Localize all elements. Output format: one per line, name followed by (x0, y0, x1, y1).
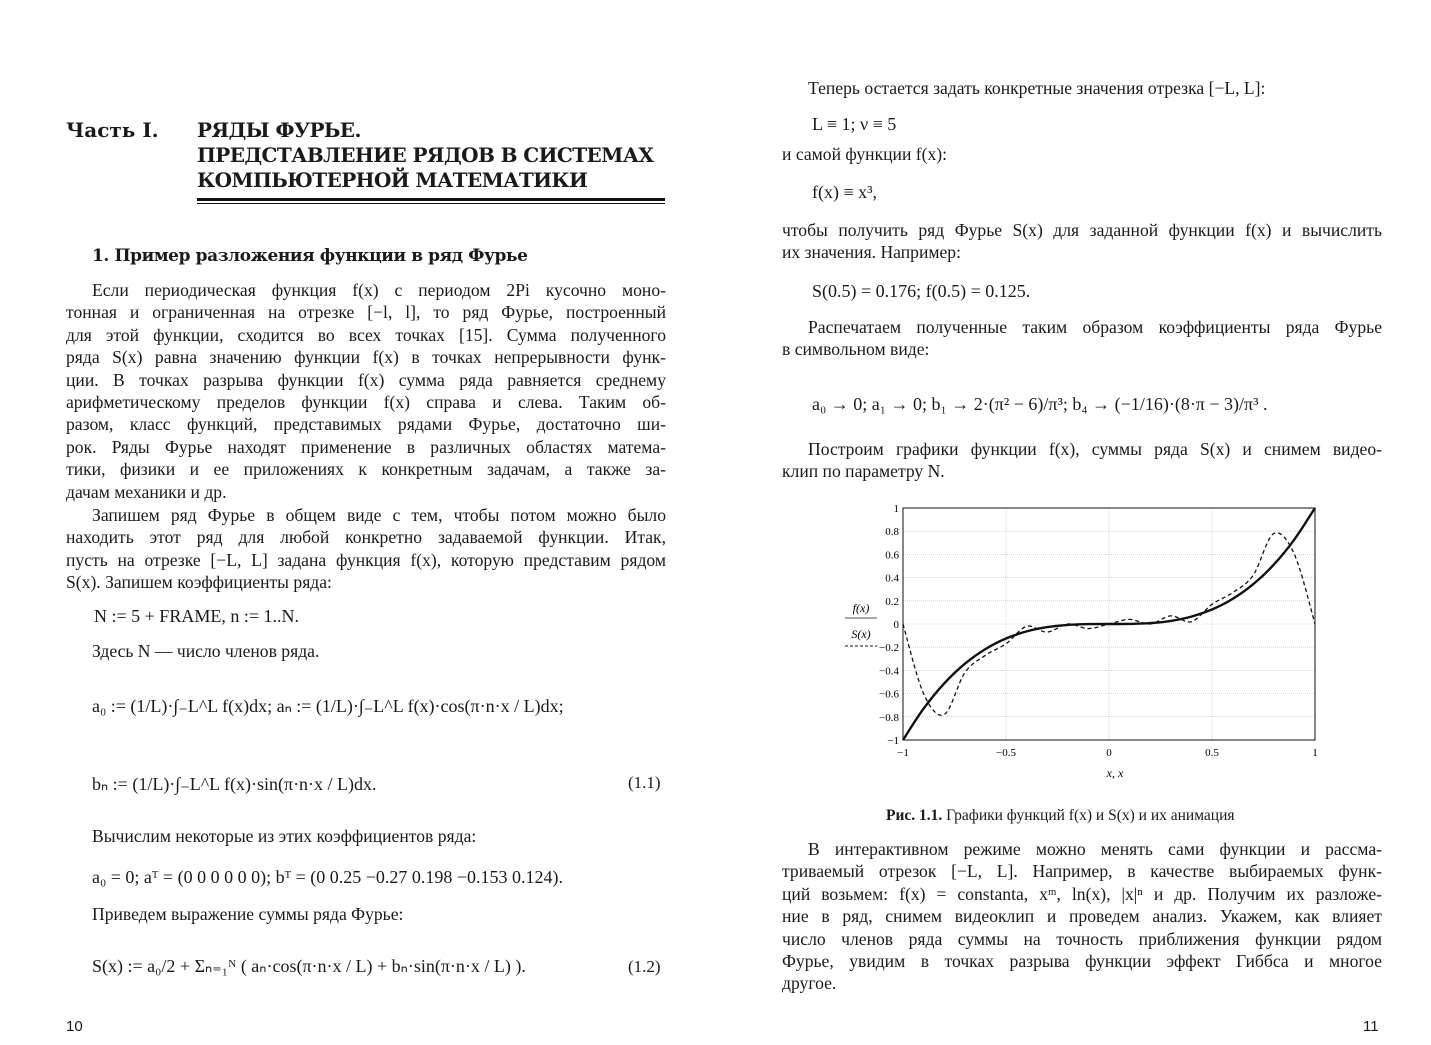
figure-caption (886, 807, 1235, 825)
text-line: ние в ряд, снимем видеоклип и проведем анализ. Укажем, как влияет (782, 906, 1382, 927)
text-line: разом, класс функций, представимых рядами Фурье, достаточно ши- (66, 414, 666, 435)
text-line: Построим графики функции f(x), суммы ряда S(x) и снимем видео- (808, 439, 1382, 459)
formula-fourier-sum: S(x) := a₀/2 + Σₙ₌₁ᴺ ( aₙ·cos(π·n·x / L) + bₙ·sin(π·n·x / L) ). (92, 956, 526, 976)
x-tick-label: −0.5 (996, 747, 1016, 759)
text-line: Распечатаем полученные таким образом коэффициенты ряда Фурье (808, 317, 1382, 337)
page-number-right: 11 (1363, 1018, 1379, 1035)
paragraph-6 (782, 838, 1382, 995)
x-tick-label: 0 (1106, 747, 1112, 759)
paragraph-4 (782, 316, 1382, 361)
formula-n-definition: N := 5 + FRAME, n := 1..N. (94, 606, 299, 626)
text-line: ряда S(x) равна значению функции f(x) в точках непрерывности функ- (66, 347, 666, 368)
text-line: чтобы получить ряд Фурье S(x) для заданной функции f(x) и вычислить (782, 220, 1382, 240)
text-n-meaning: Здесь N — число членов ряда. (92, 641, 320, 661)
text-line: дачам механики и др. (66, 481, 227, 502)
text-line: тонная и ограниченная на отрезке [−l, l], то ряд Фурье, построенный (66, 302, 666, 323)
part-label: Часть I. (66, 118, 159, 142)
page-number-left: 10 (66, 1018, 83, 1035)
text-line: триваемый отрезок [−L, L]. Например, в качестве выбираемых функ- (782, 861, 1382, 882)
formula-symbolic-coefficients: a₀ → 0; a₁ → 0; b₁ → 2·(π² − 6)/π³; b₄ → (−1/16)·(8·π − 3)/π³ . (812, 394, 1268, 414)
text-line: находить этот ряд для любой конкретно задаваемой функции. Итак, (66, 527, 666, 548)
x-tick-labels (897, 747, 1318, 759)
part-title-line: КОМПЬЮТЕРНОЙ МАТЕМАТИКИ (197, 168, 588, 192)
formula-coefficients-a: a₀ := (1/L)·∫₋L^L f(x)dx; aₙ := (1/L)·∫₋L^L f(x)·cos(π·n·x / L)dx; (92, 696, 564, 716)
formula-l-nu: L ≡ 1; ν ≡ 5 (812, 114, 897, 134)
text-compute-coefficients: Вычислим некоторые из этих коэффициентов ряда: (92, 826, 477, 846)
text-fourier-sum: Приведем выражение суммы ряда Фурье: (92, 904, 404, 924)
text-line: Фурье, увидим в точках разрыва функции эффект Гиббса и многое (782, 951, 1382, 972)
y-axis-label-s: S(x) (851, 627, 871, 641)
text-line: В интерактивном режиме можно менять сами функции и рассма- (808, 839, 1382, 859)
caption-label: Рис. 1.1. (886, 807, 943, 824)
y-tick-label: −0.2 (879, 642, 899, 655)
right-page (715, 0, 1431, 1045)
part-title (197, 118, 653, 193)
y-axis-label-f: f(x) (852, 601, 870, 615)
paragraph-5 (782, 438, 1382, 483)
text-set-interval: Теперь остается задать конкретные значения отрезка [−L, L]: (808, 78, 1266, 98)
title-rule-thin (197, 203, 665, 204)
text-line: число членов ряда суммы на точность приближения функции рядом (782, 928, 1382, 949)
y-tick-label: 0.8 (885, 526, 899, 539)
text-line: пусть на отрезке [−L, L] задана функция f(x), которую представим рядом (66, 549, 666, 570)
y-tick-label: 0.6 (885, 549, 899, 562)
x-axis-label: x, x (1106, 766, 1124, 780)
y-tick-label: −1 (887, 735, 899, 747)
y-tick-label: 1 (893, 503, 899, 515)
formula-coefficient-values: a₀ = 0; aᵀ = (0 0 0 0 0 0); bᵀ = (0 0.25 −0.27 0.198 −0.153 0.124). (92, 867, 564, 887)
part-title-line: РЯДЫ ФУРЬЕ. (197, 118, 361, 142)
paragraph-2 (66, 504, 666, 594)
text-line: клип по параметру N. (782, 461, 945, 482)
formula-coefficients-b: bₙ := (1/L)·∫₋L^L f(x)·sin(π·n·x / L)dx. (92, 774, 377, 794)
paragraph-1 (66, 279, 666, 503)
text-line: тики, физики и ее приложениях к конкретным задачам, а также за- (66, 459, 666, 480)
text-line: ций возьмем: f(x) = constanta, xᵐ, ln(x), |x|ⁿ и др. Получим их разложе- (782, 883, 1382, 904)
y-tick-label: 0.2 (885, 595, 899, 608)
text-line: ции. В точках разрыва функции f(x) сумма ряда равняется среднему (66, 369, 666, 390)
fourier-series-chart (825, 500, 1325, 790)
caption-text: Графики функций f(x) и S(x) и их анимация (946, 807, 1235, 824)
text-line: другое. (782, 973, 837, 994)
section-title: 1. Пример разложения функции в ряд Фурье (92, 246, 528, 266)
title-rule-thick (197, 198, 665, 201)
equation-number-1-2: (1.2) (628, 957, 661, 976)
y-tick-label: −0.4 (879, 665, 899, 678)
paragraph-3 (782, 219, 1382, 264)
text-line: в символьном виде: (782, 339, 930, 360)
text-line: S(x). Запишем коэффициенты ряда: (66, 572, 332, 593)
text-line: арифметическому пределов функции f(x) справа и слева. Таким об- (66, 392, 666, 413)
y-tick-label: 0.4 (885, 572, 899, 585)
equation-number-1-1: (1.1) (628, 773, 661, 792)
text-line: их значения. Например: (782, 242, 961, 263)
left-page (0, 0, 715, 1045)
formula-s-f-values: S(0.5) = 0.176; f(0.5) = 0.125. (812, 281, 1031, 301)
part-title-line: ПРЕДСТАВЛЕНИЕ РЯДОВ В СИСТЕМАХ (197, 143, 654, 167)
text-function: и самой функции f(x): (782, 144, 948, 164)
y-tick-label: −0.6 (879, 688, 899, 701)
y-tick-label: −0.8 (879, 711, 899, 724)
text-line: Если периодическая функция f(x) с периодом 2Pi кусочно моно- (92, 280, 666, 300)
y-tick-labels (879, 503, 899, 747)
x-tick-label: 1 (1312, 747, 1318, 759)
y-tick-label: 0 (893, 619, 899, 631)
formula-f-cubic: f(x) ≡ x³, (812, 182, 878, 202)
text-line: для этой функции, сходится во всех точках [15]. Сумма полученного (66, 324, 666, 345)
text-line: Запишем ряд Фурье в общем виде с тем, чтобы потом можно было (92, 505, 666, 525)
x-tick-label: 0.5 (1205, 747, 1219, 759)
x-tick-label: −1 (897, 747, 909, 759)
text-line: рок. Ряды Фурье находят применение в различных областях матема- (66, 436, 666, 457)
